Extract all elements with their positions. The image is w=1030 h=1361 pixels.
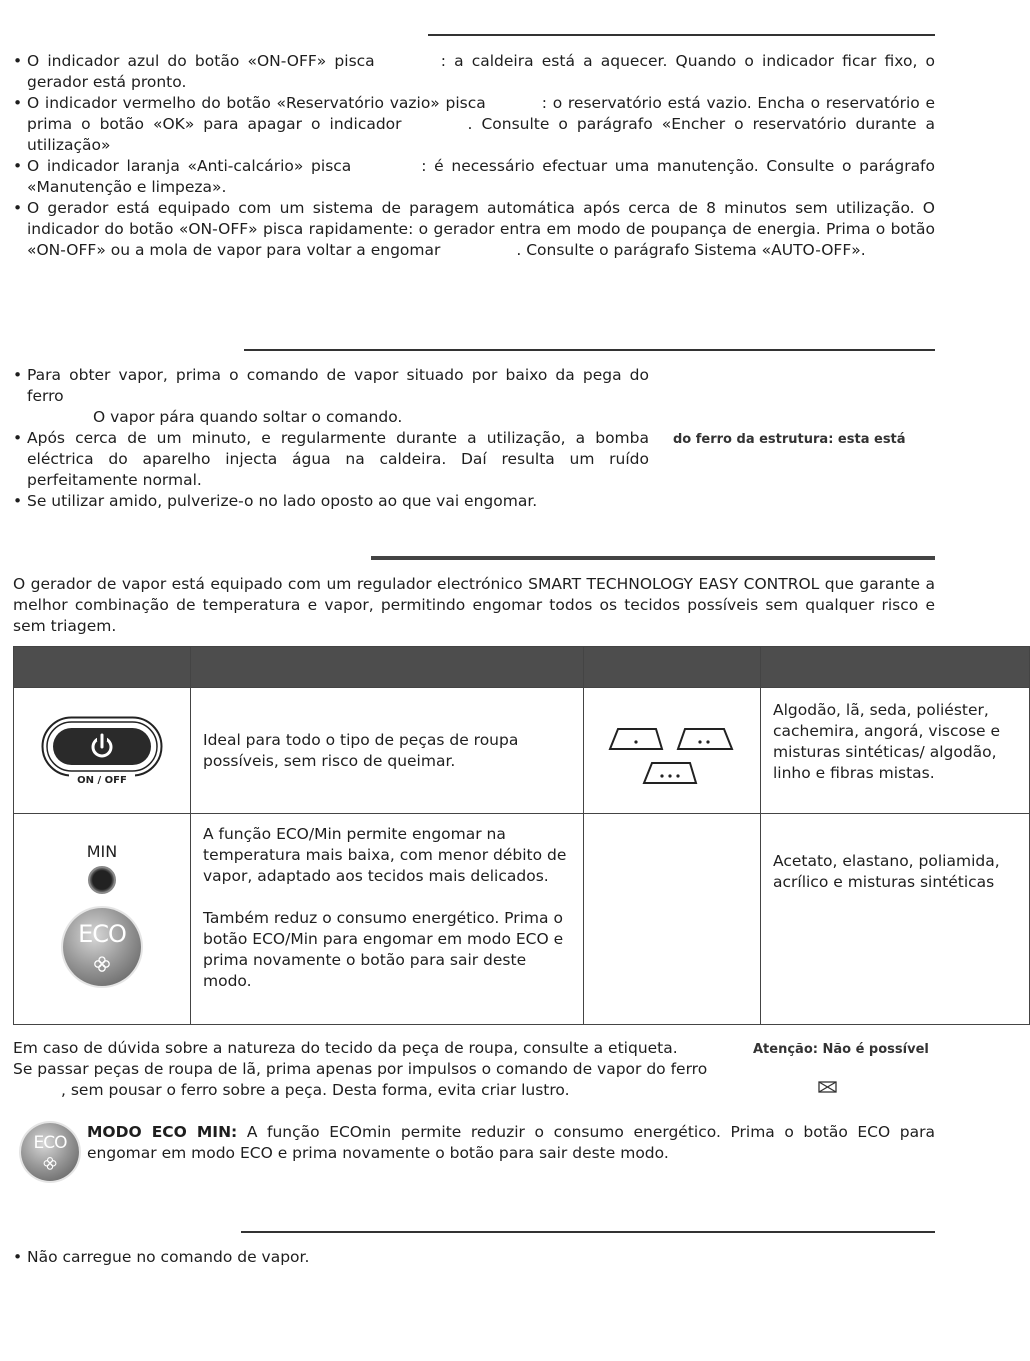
min-label: MIN [86, 841, 118, 861]
section4-rule [241, 1231, 935, 1233]
no-steam-symbol-icon [818, 1080, 838, 1094]
section2-rule [244, 349, 935, 351]
table-header-row [14, 647, 1030, 688]
after-table-text [13, 1038, 730, 1101]
wool-text-continued: , sem pousar o ferro sobre a peça. Desta forma, evita criar lustro. [61, 1081, 570, 1099]
eco-button-icon [63, 908, 141, 986]
section3-rule [371, 556, 935, 560]
eco-symbols-cell [584, 814, 761, 1025]
section1-rule [428, 34, 935, 36]
eco-min-title: MODO ECO MIN: [87, 1123, 238, 1141]
bullet-no-steam: • Não carregue no comando de vapor. [13, 1247, 935, 1268]
eco-min-text [87, 1122, 935, 1164]
bullet-steam-command: • Para obter vapor, prima o comando de vapor situado por baixo da pega do ferro O vapor pára quando soltar o comando. [13, 365, 649, 428]
iron-symbols-cell [584, 688, 761, 814]
header-cell-2 [191, 647, 584, 688]
eco-min-description: A função ECOmin permite reduzir o consumo energético. Prima o botão ECO para engomar em modo ECO e prima novamente o botão para sair deste modo. [87, 1123, 935, 1162]
min-indicator-icon [88, 866, 116, 894]
section4-bullets [13, 1247, 935, 1268]
onoff-button-cell [14, 688, 191, 814]
bullet-auto-off: • O gerador está equipado com um sistema de paragem automática após cerca de 8 minutos sem utilização. O indicador do botão «ON-OFF» pisca rapidamente: o gerador entra em modo de poupança de energia. Prima o botão «ON-OFF» ou a mola de vapor para voltar a engomar . Consulte o parágrafo Sistema «AUTO-OFF». [13, 198, 935, 261]
onoff-button-image [41, 716, 163, 786]
section2-bullets [13, 365, 649, 512]
bullet-starch: • Se utilizar amido, pulverize-o no lado oposto ao que vai engomar. [13, 491, 649, 512]
eco-small-label: ECO [33, 1133, 67, 1153]
bullet-pump-noise: • Após cerca de um minuto, e regularmente durante a utilização, a bomba eléctrica do aparelho injecta água na caldeira. Daí resulta um ruído perfeitamente normal. [13, 428, 649, 491]
table-row-eco [14, 814, 1030, 1025]
header-cell-1 [14, 647, 191, 688]
header-cell-4 [761, 647, 1030, 688]
section3-intro: O gerador de vapor está equipado com um regulador electrónico SMART TECHNOLOGY EASY CONTROL que garante a melhor combinação de temperatura e vapor, permitindo engomar todos os tecidos possíveis sem qualquer risco e sem triagem. [13, 575, 935, 635]
eco-label: ECO [78, 919, 126, 948]
header-cell-3 [584, 647, 761, 688]
mode-table [13, 646, 1030, 1025]
eco-description-cell [191, 814, 584, 1025]
bullet-red-indicator: • O indicador vermelho do botão «Reservatório vazio» pisca : o reservatório está vazio. Encha o reservatório e prima o botão «OK» para apagar o indicador . Consulte o parágrafo «Encher o reservatório durante a utilização» [13, 93, 935, 156]
eco-fabrics-cell: Acetato, elastano, poliamida, acrílico e misturas sintéticas [761, 814, 1030, 1025]
bullet-blue-indicator: • O indicador azul do botão «ON-OFF» pisca : a caldeira está a aquecer. Quando o indicador ficar fixo, o gerador está pronto. [13, 51, 935, 93]
side-note-structure: do ferro da estrutura: esta está [673, 432, 906, 447]
table-row-onoff [14, 688, 1030, 814]
bullet-orange-indicator: • O indicador laranja «Anti-calcário» pisca : é necessário efectuar uma manutenção. Consulte o parágrafo «Manutenção e limpeza». [13, 156, 935, 198]
iron-temperature-icons [596, 701, 748, 801]
attention-note: Atenção: Não é possível [753, 1042, 929, 1057]
eco-button-cell [14, 814, 191, 1025]
fabric-doubt-text: Em caso de dúvida sobre a natureza do tecido da peça de roupa, consulte a etiqueta. [13, 1039, 678, 1057]
eco-description-2: Também reduz o consumo energético. Prima o botão ECO/Min para engomar em modo ECO e prima novamente o botão para sair deste modo. [203, 909, 564, 990]
onoff-description-cell: Ideal para todo o tipo de peças de roupa possíveis, sem risco de queimar. [191, 688, 584, 814]
section1-bullets [13, 51, 935, 261]
onoff-label: ON / OFF [77, 774, 127, 786]
eco-description-1: A função ECO/Min permite engomar na temperatura mais baixa, com menor débito de vapor, adaptado aos tecidos mais delicados. [203, 825, 567, 885]
wool-text: Se passar peças de roupa de lã, prima apenas por impulsos o comando de vapor do ferro [13, 1060, 708, 1078]
onoff-fabrics-cell: Algodão, lã, seda, poliéster, cachemira, angorá, viscose e misturas sintéticas/ algodão, linho e fibras mistas. [761, 688, 1030, 814]
eco-min-icon [21, 1123, 79, 1181]
